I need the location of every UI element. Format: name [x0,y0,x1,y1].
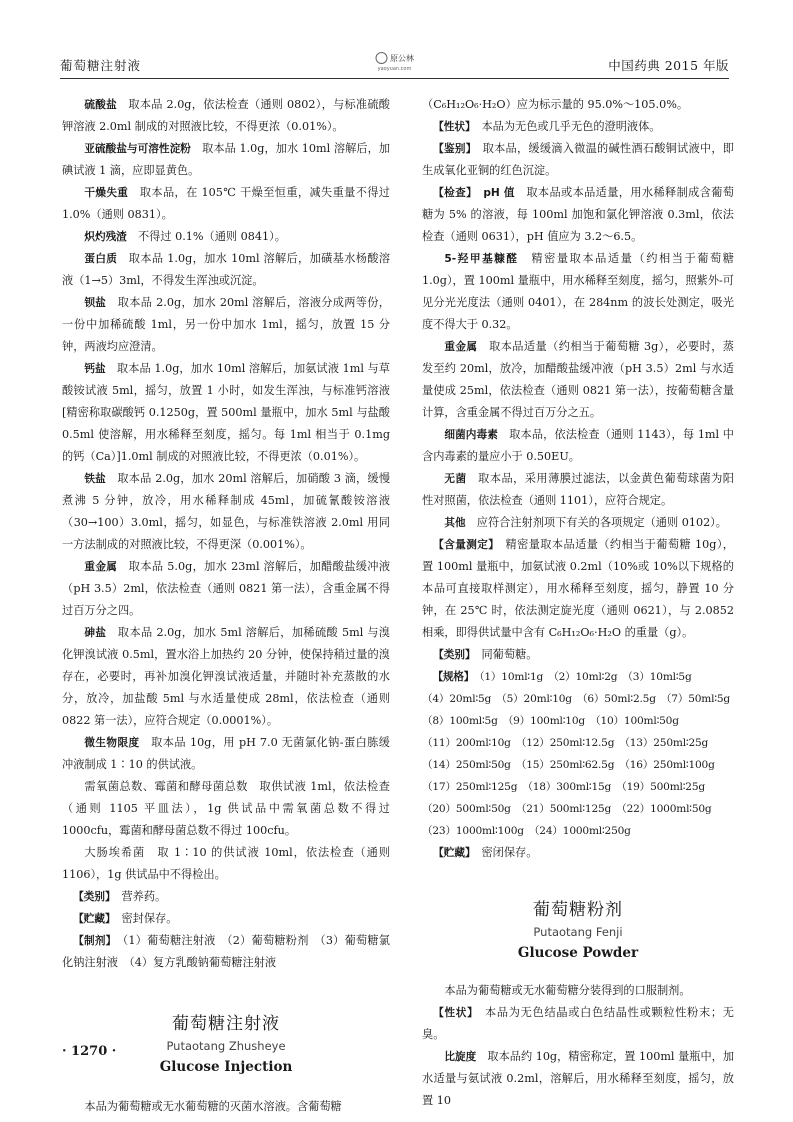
paragraph-powder-description: 【性状】 本品为无色结晶或白色结晶性或颗粒性粉末；无臭。 [422,1006,734,1041]
paragraph-content-limit: （C₆H₁₂O₆·H₂O）应为标示量的 95.0%～105.0%。 [422,98,689,111]
paragraph-storage: 【贮藏】 密封保存。 [73,912,178,925]
running-header [60,54,729,76]
spec-line: （17）250ml∶125g （18）300ml∶15g （19）500ml∶25g [422,781,705,793]
paragraph-sulfate: 硫酸盐 取本品 2.0g，依法检查（通则 0802），与标准硫酸钾溶液 2.0ml 制成的对照液比较，不得更浓（0.01%）。 [62,98,390,133]
spec-line: （14）250ml∶50g （15）250ml∶62.5g （16）250ml∶100g [422,759,715,771]
spec-line: （20）500ml∶50g （21）500ml∶125g （22）1000ml∶50g [422,803,712,815]
paragraph-microbial-limit: 微生物限度 取本品 10g，用 pH 7.0 无菌氯化钠-蛋白胨缓冲液制成 1∶10 的供试液。 [62,736,390,771]
paragraph-residue-on-ignition: 炽灼残渣 不得过 0.1%（通则 0841）。 [84,230,286,243]
paragraph-specific-rotation: 比旋度 取本品约 10g，精密称定，置 100ml 量瓶中，加水适量与氨试液 0.2ml，溶解后，用水稀释至刻度，摇匀，放置 10 [422,1050,735,1107]
paragraph-preparations: 【制剂】 （1）葡萄糖注射液 （2）葡萄糖粉剂 （3）葡萄糖氯化钠注射液 （4）复方乳酸钠葡萄糖注射液 [62,934,390,969]
paragraph-others: 其他 应符合注射剂项下有关的各项规定（通则 0102）。 [444,516,727,529]
injection-title-en: Glucose Injection [159,1059,293,1075]
paragraph-protein: 蛋白质 取本品 1.0g，加水 10ml 溶解后，加磺基水杨酸溶液（1→5）3ml，不得发生浑浊或沉淀。 [62,252,391,287]
header-divider [60,78,729,79]
right-column [422,94,734,1112]
paragraph-tests-ph: 【检查】 pH 值 取本品或本品适量，用水稀释制成含葡萄糖为 5% 的溶液，每 100ml 加饱和氯化钾溶液 0.3ml，依法检查（通则 0631），pH 值应为 3.2～6.5。 [422,186,734,243]
paragraph-heavy-metals: 重金属 取本品 5.0g，加水 23ml 溶解后，加醋酸盐缓冲液（pH 3.5）2ml，依法检查（通则 0821 第一法），含重金属不得过百万分之四。 [62,560,391,617]
header-pharmacopoeia-title: 中国药典 2015 年版 [608,58,729,73]
paragraph-iron: 铁盐 取本品 2.0g，加水 20ml 溶解后，加硝酸 3 滴，缓慢煮沸 5 分钟，放冷，用水稀释制成 45ml，加硫氰酸铵溶液（30→100）3.0ml，摇匀，如显色，与标准铁溶液 2.0ml 用同一方法制成的对照液比较，不得更深（0.001%）。 [62,472,391,551]
powder-intro: 本品为葡萄糖或无水葡萄糖分装得到的口服制剂。 [444,984,691,997]
paragraph-hmf: 5-羟甲基糠醛 精密量取本品适量（约相当于葡萄糖 1.0g），置 100ml 量瓶中，用水稀释至刻度，摇匀，照紫外-可见分光光度法（通则 0401），在 284nm 的波长处测定，吸光度不得大于 0.32。 [422,252,734,331]
paragraph-arsenic: 砷盐 取本品 2.0g，加水 5ml 溶解后，加稀硫酸 5ml 与溴化钾溴试液 0.5ml，置水浴上加热约 20 分钟，使保持稍过量的溴存在，必要时，再补加溴化钾溴试液适量，并随时补充蒸散的水分，放冷，加盐酸 5ml 与水适量使成 28ml，依法检查（通则 0822 第一法），应符合规定（0.0001%）。 [62,626,390,727]
paragraph-identification: 【鉴别】 取本品，缓缓滴入微温的碱性酒石酸铜试液中，即生成氧化亚铜的红色沉淀。 [422,142,734,177]
paragraph-barium: 钡盐 取本品 2.0g，加水 20ml 溶解后，溶液分成两等份，一份中加稀硫酸 1ml，另一份中加水 1ml，摇匀，放置 15 分钟，两液均应澄清。 [62,296,390,353]
injection-title-cn: 葡萄糖注射液 [172,1014,280,1034]
powder-title-cn: 葡萄糖粉剂 [533,900,623,920]
paragraph-aerobic-count: 需氧菌总数、霉菌和酵母菌总数 取供试液 1ml，依法检查（通则 1105 平皿法），1g 供试品中需氧菌总数不得过 1000cfu，霉菌和酵母菌总数不得过 100cfu。 [62,780,390,837]
logo-emblem-icon [375,52,387,64]
spec-line: （23）1000ml∶100g （24）1000ml∶250g [422,825,631,837]
spec-line: （4）20ml∶5g （5）20ml∶10g （6）50ml∶2.5g （7）50ml∶5g [422,693,731,705]
paragraph-description: 【性状】 本品为无色或几乎无色的澄明液体。 [433,120,661,133]
paragraph-sulfite-starch: 亚硫酸盐与可溶性淀粉 取本品 1.0g，加水 10ml 溶解后，加碘试液 1 滴，应即显黄色。 [62,142,390,177]
header-monograph-title: 葡萄糖注射液 [60,58,142,73]
spec-line: （8）100ml∶5g （9）100ml∶10g （10）100ml∶50g [422,715,679,727]
powder-title-pinyin: Putaotang Fenji [533,925,623,939]
spec-line: （11）200ml∶10g （12）250ml∶12.5g （13）250ml∶25g [422,737,709,749]
paragraph-injection-heavy-metals: 重金属 取本品适量（约相当于葡萄糖 3g），必要时，蒸发至约 20ml，放冷，加醋酸盐缓冲液（pH 3.5）2ml 与水适量使成 25ml，依法检查（通则 0821 第一法），按葡萄糖含量计算，含重金属不得过百万分之五。 [422,340,734,419]
injection-intro: 本品为葡萄糖或无水葡萄糖的灭菌水溶液。含葡萄糖 [84,1100,342,1113]
paragraph-injection-storage: 【贮藏】 密闭保存。 [433,846,538,859]
publisher-logo: 原公林 yaoyuan.com [375,52,414,72]
paragraph-loss-on-drying: 干燥失重 取本品，在 105℃ 干燥至恒重，减失重量不得过 1.0%（通则 0831）。 [62,186,390,221]
page-number: · 1270 · [62,1044,117,1059]
left-column [62,94,390,1118]
specification-list [422,666,734,842]
spec-line: 【规格】 （1）10ml∶1g （2）10ml∶2g （3）10ml∶5g [432,671,692,683]
powder-monograph-title [422,898,734,964]
injection-title-pinyin: Putaotang Zhusheye [166,1039,286,1053]
paragraph-assay: 【含量测定】 精密量取本品适量（约相当于葡萄糖 10g），置 100ml 量瓶中，加氨试液 0.2ml（10%或 10%以下规格的本品可直接取样测定），用水稀释至刻度，摇匀，静置 10 分钟，在 25℃ 时，依法测定旋光度（通则 0621），与 2.0852 相乘，即得供试量中含有 C₆H₁₂O₆·H₂O 的重量（g）。 [422,538,734,639]
paragraph-endotoxin: 细菌内毒素 取本品，依法检查（通则 1143），每 1ml 中含内毒素的量应小于 0.50EU。 [422,428,734,463]
paragraph-sterility: 无菌 取本品，采用薄膜过滤法，以金黄色葡萄球菌为阳性对照菌，依法检查（通则 1101），应符合规定。 [422,472,734,507]
paragraph-category: 【类别】 营养药。 [73,890,167,903]
paragraph-calcium: 钙盐 取本品 1.0g，加水 10ml 溶解后，加氨试液 1ml 与草酸铵试液 5ml，摇匀，放置 1 小时，如发生浑浊，与标准钙溶液[精密称取碳酸钙 0.1250g，置 500ml 量瓶中，加水 5ml 与盐酸 0.5ml 使溶解，用水稀释至刻度，摇匀。每 1ml 相当于 0.1mg 的钙（Ca）]1.0ml 制成的对照液比较，不得更浓（0.01%）。 [62,362,390,463]
paragraph-injection-category: 【类别】 同葡萄糖。 [433,648,538,661]
paragraph-e-coli: 大肠埃希菌 取 1∶10 的供试液 10ml，依法检查（通则 1106），1g 供试品中不得检出。 [62,846,390,881]
powder-title-en: Glucose Powder [517,945,639,961]
